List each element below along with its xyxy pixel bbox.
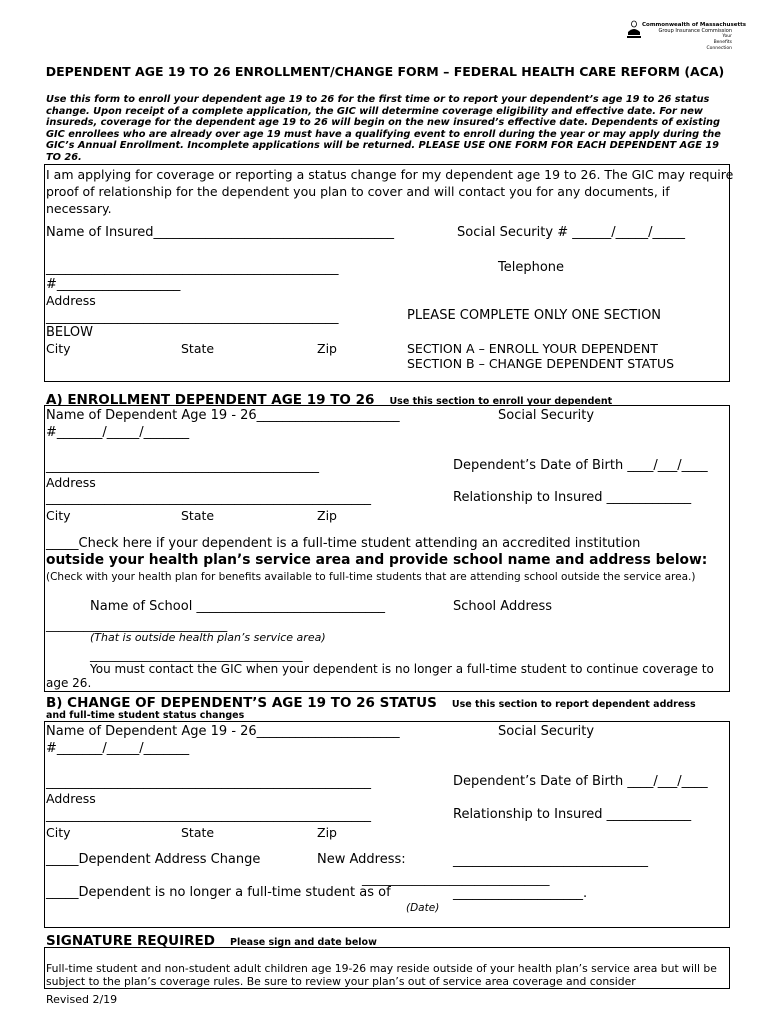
- insured-zip-label: Zip: [317, 341, 337, 356]
- one-section-note: PLEASE COMPLETE ONLY ONE SECTION: [407, 308, 662, 323]
- logo-line: Your: [722, 34, 732, 39]
- revised-date: Revised 2/19: [46, 993, 118, 1006]
- dependent-b-ssn-label: Social Security: [498, 724, 595, 739]
- checkbox-text: Check here if your dependent is a full-time student attending an accredited institution: [78, 536, 641, 551]
- signature-title: SIGNATURE REQUIRED: [46, 933, 215, 949]
- dependent-a-dob-field[interactable]: Dependent’s Date of Birth ____/___/____: [453, 458, 708, 473]
- section-b-header: [46, 692, 696, 711]
- section-a-option: SECTION A – ENROLL YOUR DEPENDENT: [407, 341, 658, 356]
- dependent-b-zip-label: Zip: [317, 825, 337, 840]
- form-title: DEPENDENT AGE 19 TO 26 ENROLLMENT/CHANGE FORM – FEDERAL HEALTH CARE REFORM (ACA): [45, 64, 725, 79]
- dependent-a-ssn-field[interactable]: #_______/_____/_______: [46, 425, 190, 440]
- outside-area-note: (That is outside health plan’s service area): [90, 631, 326, 644]
- gic-logo: [622, 20, 746, 60]
- signature-text: Full-time student and non-student adult children age 19-26 may reside outside of your health plan’s service area but will be subject to the plan’s coverage rules. Be sure to review your plan’s out of service area coverage and consider: [46, 962, 717, 988]
- logo-line: Group Insurance Commission: [658, 28, 732, 34]
- dependent-a-zip-label: Zip: [317, 508, 337, 523]
- dependent-a-ssn-label: Social Security: [498, 408, 595, 423]
- state-seal-icon: [626, 20, 642, 40]
- dependent-a-name-field[interactable]: Name of Dependent Age 19 - 26______________________: [46, 408, 400, 423]
- insured-ssn-field[interactable]: Social Security # ______/_____/_____: [457, 225, 685, 240]
- section-a-note: Use this section to enroll your dependent: [389, 396, 613, 407]
- gic-contact-note: You must contact the GIC when your dependent is no longer a full-time student to continue coverage to age 26.: [46, 662, 714, 690]
- dependent-a-address-line[interactable]: __________________________________________: [46, 459, 319, 474]
- section-b-option: SECTION B – CHANGE DEPENDENT STATUS: [407, 356, 675, 371]
- new-address-field[interactable]: ______________________________: [453, 853, 648, 868]
- insured-name-field[interactable]: Name of Insured_____________________________________: [46, 225, 395, 240]
- insured-city-line[interactable]: _____________________________________________: [46, 310, 339, 325]
- school-address-label: School Address: [453, 599, 553, 614]
- school-address-line[interactable]: __________________________________: [90, 647, 303, 662]
- dependent-b-state-label: State: [181, 825, 215, 840]
- new-address-field-2[interactable]: ______________________________: [362, 871, 550, 886]
- dependent-b-dob-field[interactable]: Dependent’s Date of Birth ____/___/____: [453, 774, 708, 789]
- full-time-student-checkbox[interactable]: [46, 535, 736, 569]
- dependent-b-address-label: Address: [46, 791, 96, 806]
- dependent-a-city-label: City: [46, 508, 71, 523]
- not-student-date-field[interactable]: ____________________.: [453, 886, 588, 901]
- dependent-a-state-label: State: [181, 508, 215, 523]
- insured-state-label: State: [181, 341, 215, 356]
- insured-address-label: Address: [46, 293, 96, 308]
- dependent-a-relationship-field[interactable]: Relationship to Insured _____________: [453, 490, 692, 505]
- section-b-title: B) CHANGE OF DEPENDENT’S AGE 19 TO 26 STATUS: [46, 695, 437, 711]
- school-name-field[interactable]: Name of School _____________________________: [90, 599, 385, 614]
- signature-note: Please sign and date below: [230, 937, 377, 948]
- insured-statement: I am applying for coverage or reporting a status change for my dependent age 19 to 26. The GIC may require proof of relationship for the dependent you plan to cover and will contact you for any documents, if necessary.: [46, 167, 734, 216]
- insured-telephone-label: Telephone: [498, 260, 565, 275]
- dependent-b-city-label: City: [46, 825, 71, 840]
- dependent-b-address-line[interactable]: __________________________________________________: [46, 775, 371, 790]
- checkbox-blank[interactable]: _____: [46, 536, 79, 551]
- section-b-note-continued: and full-time student status changes: [46, 710, 245, 721]
- section-b-note: Use this section to report dependent address: [451, 699, 696, 710]
- logo-line: Connection: [706, 46, 732, 51]
- logo-line: Benefits: [713, 40, 732, 45]
- new-address-label: New Address:: [317, 852, 406, 867]
- school-line[interactable]: _____________________________: [46, 617, 228, 632]
- checkbox-bold-text: outside your health plan’s service area and provide school name and address below:: [46, 552, 708, 568]
- insured-city-label: City: [46, 341, 71, 356]
- dependent-b-city-line[interactable]: __________________________________________________: [46, 808, 371, 823]
- dependent-a-address-label: Address: [46, 475, 96, 490]
- full-time-student-note: (Check with your health plan for benefits available to full-time students that are attending school outside the service area.): [46, 571, 696, 583]
- form-instructions: Use this form to enroll your dependent age 19 to 26 for the first time or to report your dependent’s age 19 to 26 status change. Upon receipt of a complete application, the GIC will determine coverage eligibility and effective date. For new insureds, coverage for the dependent age 19 to 26 will begin on the new insured’s effective date. Dependents of existing GIC enrollees who are already over age 19 must have a qualifying event to enroll during the year or may apply during the GIC’s Annual Enrollment. Incomplete applications will be returned. PLEASE USE ONE FORM FOR EACH DEPENDENT AGE 19 TO 26.: [46, 94, 721, 163]
- dependent-b-name-field[interactable]: Name of Dependent Age 19 - 26______________________: [46, 724, 400, 739]
- below-note: BELOW: [46, 325, 93, 340]
- insured-address-line[interactable]: _____________________________________________: [46, 261, 339, 276]
- date-hint: (Date): [406, 902, 440, 914]
- not-student-checkbox[interactable]: _____Dependent is no longer a full-time student as of: [46, 885, 391, 900]
- dependent-b-ssn-field[interactable]: #_______/_____/_______: [46, 741, 190, 756]
- logo-line: Commonwealth of Massachusetts: [642, 22, 746, 28]
- insured-telephone-field[interactable]: #___________________: [46, 277, 181, 292]
- section-a-title: A) ENROLLMENT DEPENDENT AGE 19 TO 26: [46, 392, 375, 408]
- dependent-b-relationship-field[interactable]: Relationship to Insured _____________: [453, 807, 692, 822]
- address-change-checkbox[interactable]: _____Dependent Address Change: [46, 852, 261, 867]
- dependent-a-city-line[interactable]: __________________________________________________: [46, 491, 371, 506]
